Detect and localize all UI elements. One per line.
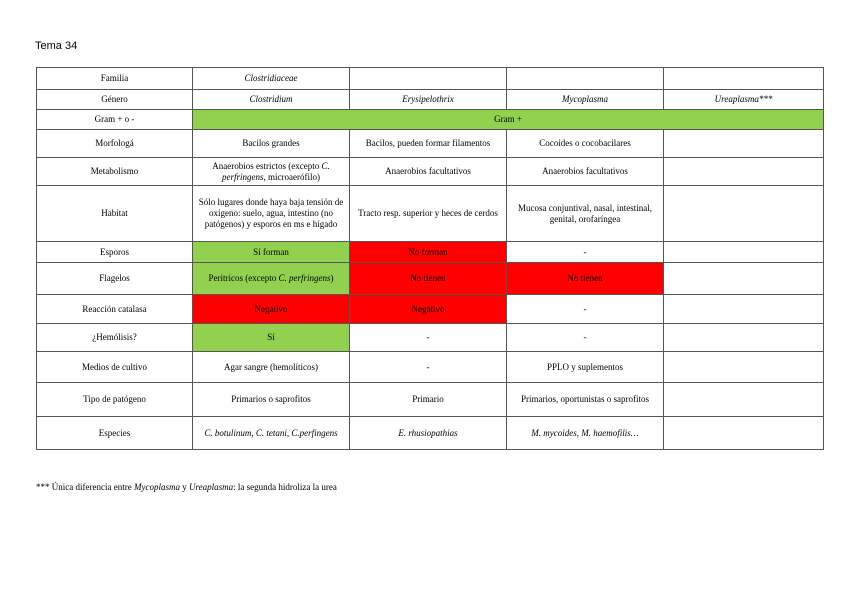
table-cell: Clostridium xyxy=(193,90,350,110)
table-cell: Mucosa conjuntival, nasal, intestinal, genital, orofaríngea xyxy=(507,186,664,242)
table-cell: Mycoplasma xyxy=(507,90,664,110)
table-cell: Negativo xyxy=(350,295,507,324)
footnote-text: *** Única diferencia entre xyxy=(36,482,134,492)
row-label: Familia xyxy=(37,68,193,90)
row-label: Reacción catalasa xyxy=(37,295,193,324)
table-row-catalasa xyxy=(37,295,824,324)
table-cell: Sólo lugares donde haya baja tensión de oxígeno: suelo, agua, intestino (no patógenos) y esporos en ms e hígado xyxy=(193,186,350,242)
table-cell: Sí xyxy=(193,324,350,352)
table-row-familia xyxy=(37,68,824,90)
table-row-especies xyxy=(37,417,824,450)
table-cell: - xyxy=(350,352,507,383)
table-cell: C. botulinum, C. tetani, C.perfingens xyxy=(193,417,350,450)
table-cell xyxy=(664,352,824,383)
footnote-text: y xyxy=(179,482,189,492)
table-cell: Tracto resp. superior y heces de cerdos xyxy=(350,186,507,242)
table-cell: - xyxy=(507,242,664,263)
table-cell: - xyxy=(350,324,507,352)
table-cell xyxy=(664,68,824,90)
row-label: Tipo de patógeno xyxy=(37,383,193,417)
table-cell xyxy=(350,68,507,90)
table-row-genero xyxy=(37,90,824,110)
table-cell: Bacilos grandes xyxy=(193,130,350,158)
table-row-flagelos xyxy=(37,263,824,295)
table-cell: Primarios o saprofitos xyxy=(193,383,350,417)
table-row-habitat xyxy=(37,186,824,242)
row-label: Morfologá xyxy=(37,130,193,158)
comparison-table xyxy=(36,67,824,450)
table-cell xyxy=(193,158,350,186)
table-cell: Cocoides o cocobacilares xyxy=(507,130,664,158)
table-cell: Anaerobios facultativos xyxy=(350,158,507,186)
row-label: ¿Hemólisis? xyxy=(37,324,193,352)
table-cell: No tienen xyxy=(507,263,664,295)
table-cell: - xyxy=(507,295,664,324)
table-cell: No tienen xyxy=(350,263,507,295)
table-cell xyxy=(664,130,824,158)
table-cell xyxy=(664,324,824,352)
row-label: Medios de cultivo xyxy=(37,352,193,383)
table-cell xyxy=(664,383,824,417)
footnote-italic: Mycoplasma xyxy=(133,482,180,492)
table-row-hemolisis xyxy=(37,324,824,352)
row-label: Especies xyxy=(37,417,193,450)
row-label: Gram + o - xyxy=(37,110,193,130)
cell-text: Peritricos (excepto xyxy=(208,273,279,283)
table-cell xyxy=(664,263,824,295)
table-cell: Sí forman xyxy=(193,242,350,263)
table-cell xyxy=(664,295,824,324)
row-label: Flagelos xyxy=(37,263,193,295)
footnote-text: : la segunda hidroliza la urea xyxy=(233,482,337,492)
table-cell xyxy=(507,68,664,90)
table-cell: Primario xyxy=(350,383,507,417)
table-cell: Erysipelothrix xyxy=(350,90,507,110)
table-row-patogeno xyxy=(37,383,824,417)
table-cell: PPLO y suplementos xyxy=(507,352,664,383)
table-cell: E. rhusiopathias xyxy=(350,417,507,450)
table-cell: Clostridiaceae xyxy=(193,68,350,90)
table-cell xyxy=(664,417,824,450)
cell-text: Anaerobios estrictos (excepto xyxy=(212,160,322,171)
table-cell: Bacilos, pueden formar filamentos xyxy=(350,130,507,158)
row-label: Género xyxy=(37,90,193,110)
table-cell: No forman xyxy=(350,242,507,263)
cell-text: ) xyxy=(330,273,334,283)
cell-text-italic: C. perfringens xyxy=(222,160,330,182)
row-label: Habitat xyxy=(37,186,193,242)
table-cell xyxy=(664,158,824,186)
gram-cell: Gram + xyxy=(193,110,824,130)
table-cell: Negativo xyxy=(193,295,350,324)
table-cell: - xyxy=(507,324,664,352)
table-cell: M. mycoides, M. haemofilis… xyxy=(507,417,664,450)
table-row-metabolismo xyxy=(37,158,824,186)
table-cell xyxy=(193,263,350,295)
table-row-morfologia xyxy=(37,130,824,158)
table-cell: Ureaplasma*** xyxy=(664,90,824,110)
table-cell: Primarios, oportunistas o saprofitos xyxy=(507,383,664,417)
table-cell: Anaerobios facultativos xyxy=(507,158,664,186)
table-row-gram xyxy=(37,110,824,130)
footnote xyxy=(36,482,337,492)
table-cell xyxy=(664,242,824,263)
table-row-esporos xyxy=(37,242,824,263)
table-row-medios xyxy=(37,352,824,383)
row-label: Esporos xyxy=(37,242,193,263)
cell-text: , microaerófilo) xyxy=(263,171,320,182)
cell-text-italic: C. perfringens xyxy=(278,273,331,283)
table-cell: Agar sangre (hemolíticos) xyxy=(193,352,350,383)
page-title: Tema 34 xyxy=(35,40,78,52)
footnote-italic: Ureaplasma xyxy=(188,482,234,492)
table-cell xyxy=(664,186,824,242)
row-label: Metabolismo xyxy=(37,158,193,186)
